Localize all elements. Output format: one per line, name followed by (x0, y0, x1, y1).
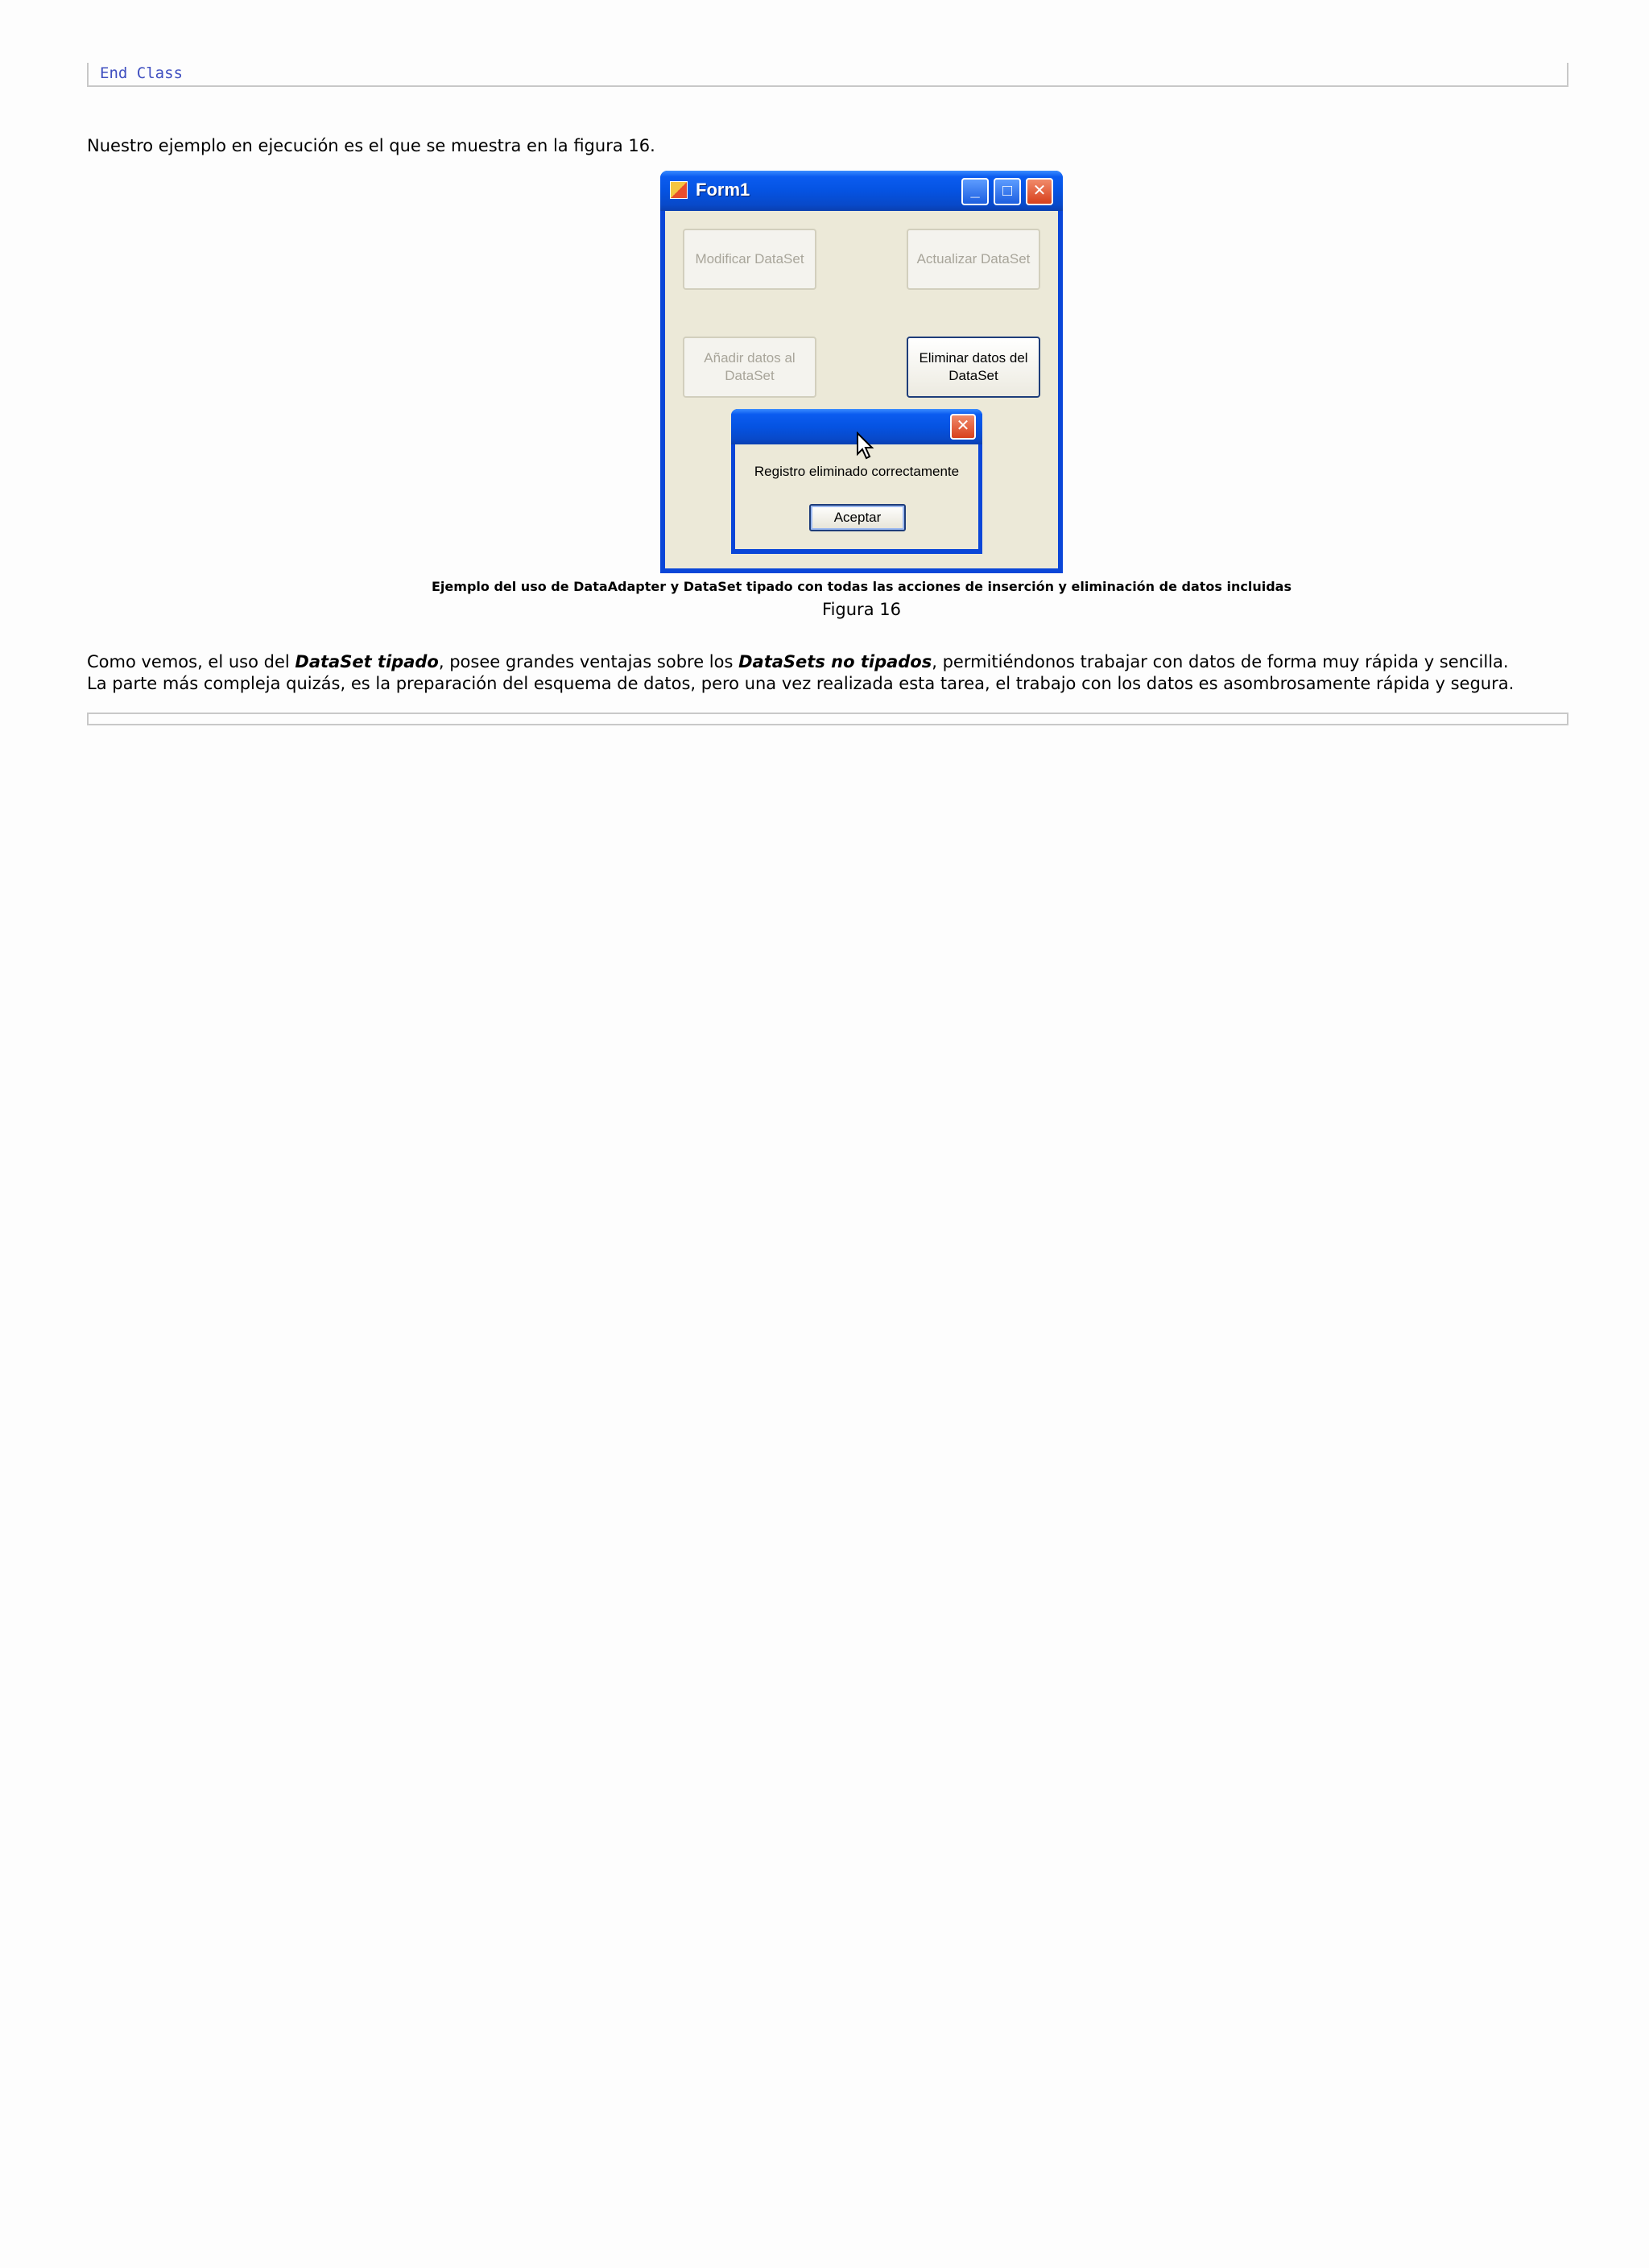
p1-emphasis-datasets-no-tipados: DataSets no tipados (738, 652, 932, 671)
body-paragraph-1 (87, 651, 1509, 673)
p1-text-c: , posee grandes ventajas sobre los (438, 652, 739, 671)
p1-text-a: Como vemos, el uso del (87, 652, 295, 671)
aceptar-button[interactable]: Aceptar (809, 504, 906, 531)
window-title: Form1 (696, 180, 750, 200)
app-icon (670, 181, 688, 199)
modificar-dataset-button[interactable]: Modificar DataSet (683, 229, 816, 290)
footer-divider-box (87, 713, 1568, 725)
maximize-icon[interactable]: □ (994, 178, 1021, 205)
p1-emphasis-dataset-tipado: DataSet tipado (295, 652, 439, 671)
window-titlebar[interactable] (660, 171, 1063, 211)
form1-window (660, 171, 1063, 573)
code-line: End Class (100, 64, 183, 82)
minimize-icon[interactable]: _ (961, 178, 989, 205)
anadir-datos-button[interactable]: Añadir datos al DataSet (683, 337, 816, 398)
code-block (87, 63, 1568, 87)
cursor-icon (856, 432, 875, 461)
p1-text-e: , permitiéndonos trabajar con datos de forma muy rápida y sencilla. (932, 652, 1509, 671)
body-paragraph-2: La parte más compleja quizás, es la preparación del esquema de datos, pero una vez realizada esta tarea, el trabajo con los datos es asombrosamente rápida y segura. (87, 674, 1515, 693)
eliminar-datos-button[interactable]: Eliminar datos del DataSet (907, 337, 1040, 398)
intro-paragraph: Nuestro ejemplo en ejecución es el que se muestra en la figura 16. (87, 136, 655, 155)
figure-caption: Ejemplo del uso de DataAdapter y DataSet tipado con todas las acciones de inserción y eliminación de datos incluidas (432, 579, 1292, 594)
figure-label: Figura 16 (822, 600, 901, 619)
close-icon[interactable]: ✕ (950, 414, 976, 440)
message-dialog (731, 409, 982, 554)
dialog-message: Registro eliminado correctamente (754, 464, 960, 479)
close-icon[interactable]: ✕ (1026, 178, 1053, 205)
actualizar-dataset-button[interactable]: Actualizar DataSet (907, 229, 1040, 290)
